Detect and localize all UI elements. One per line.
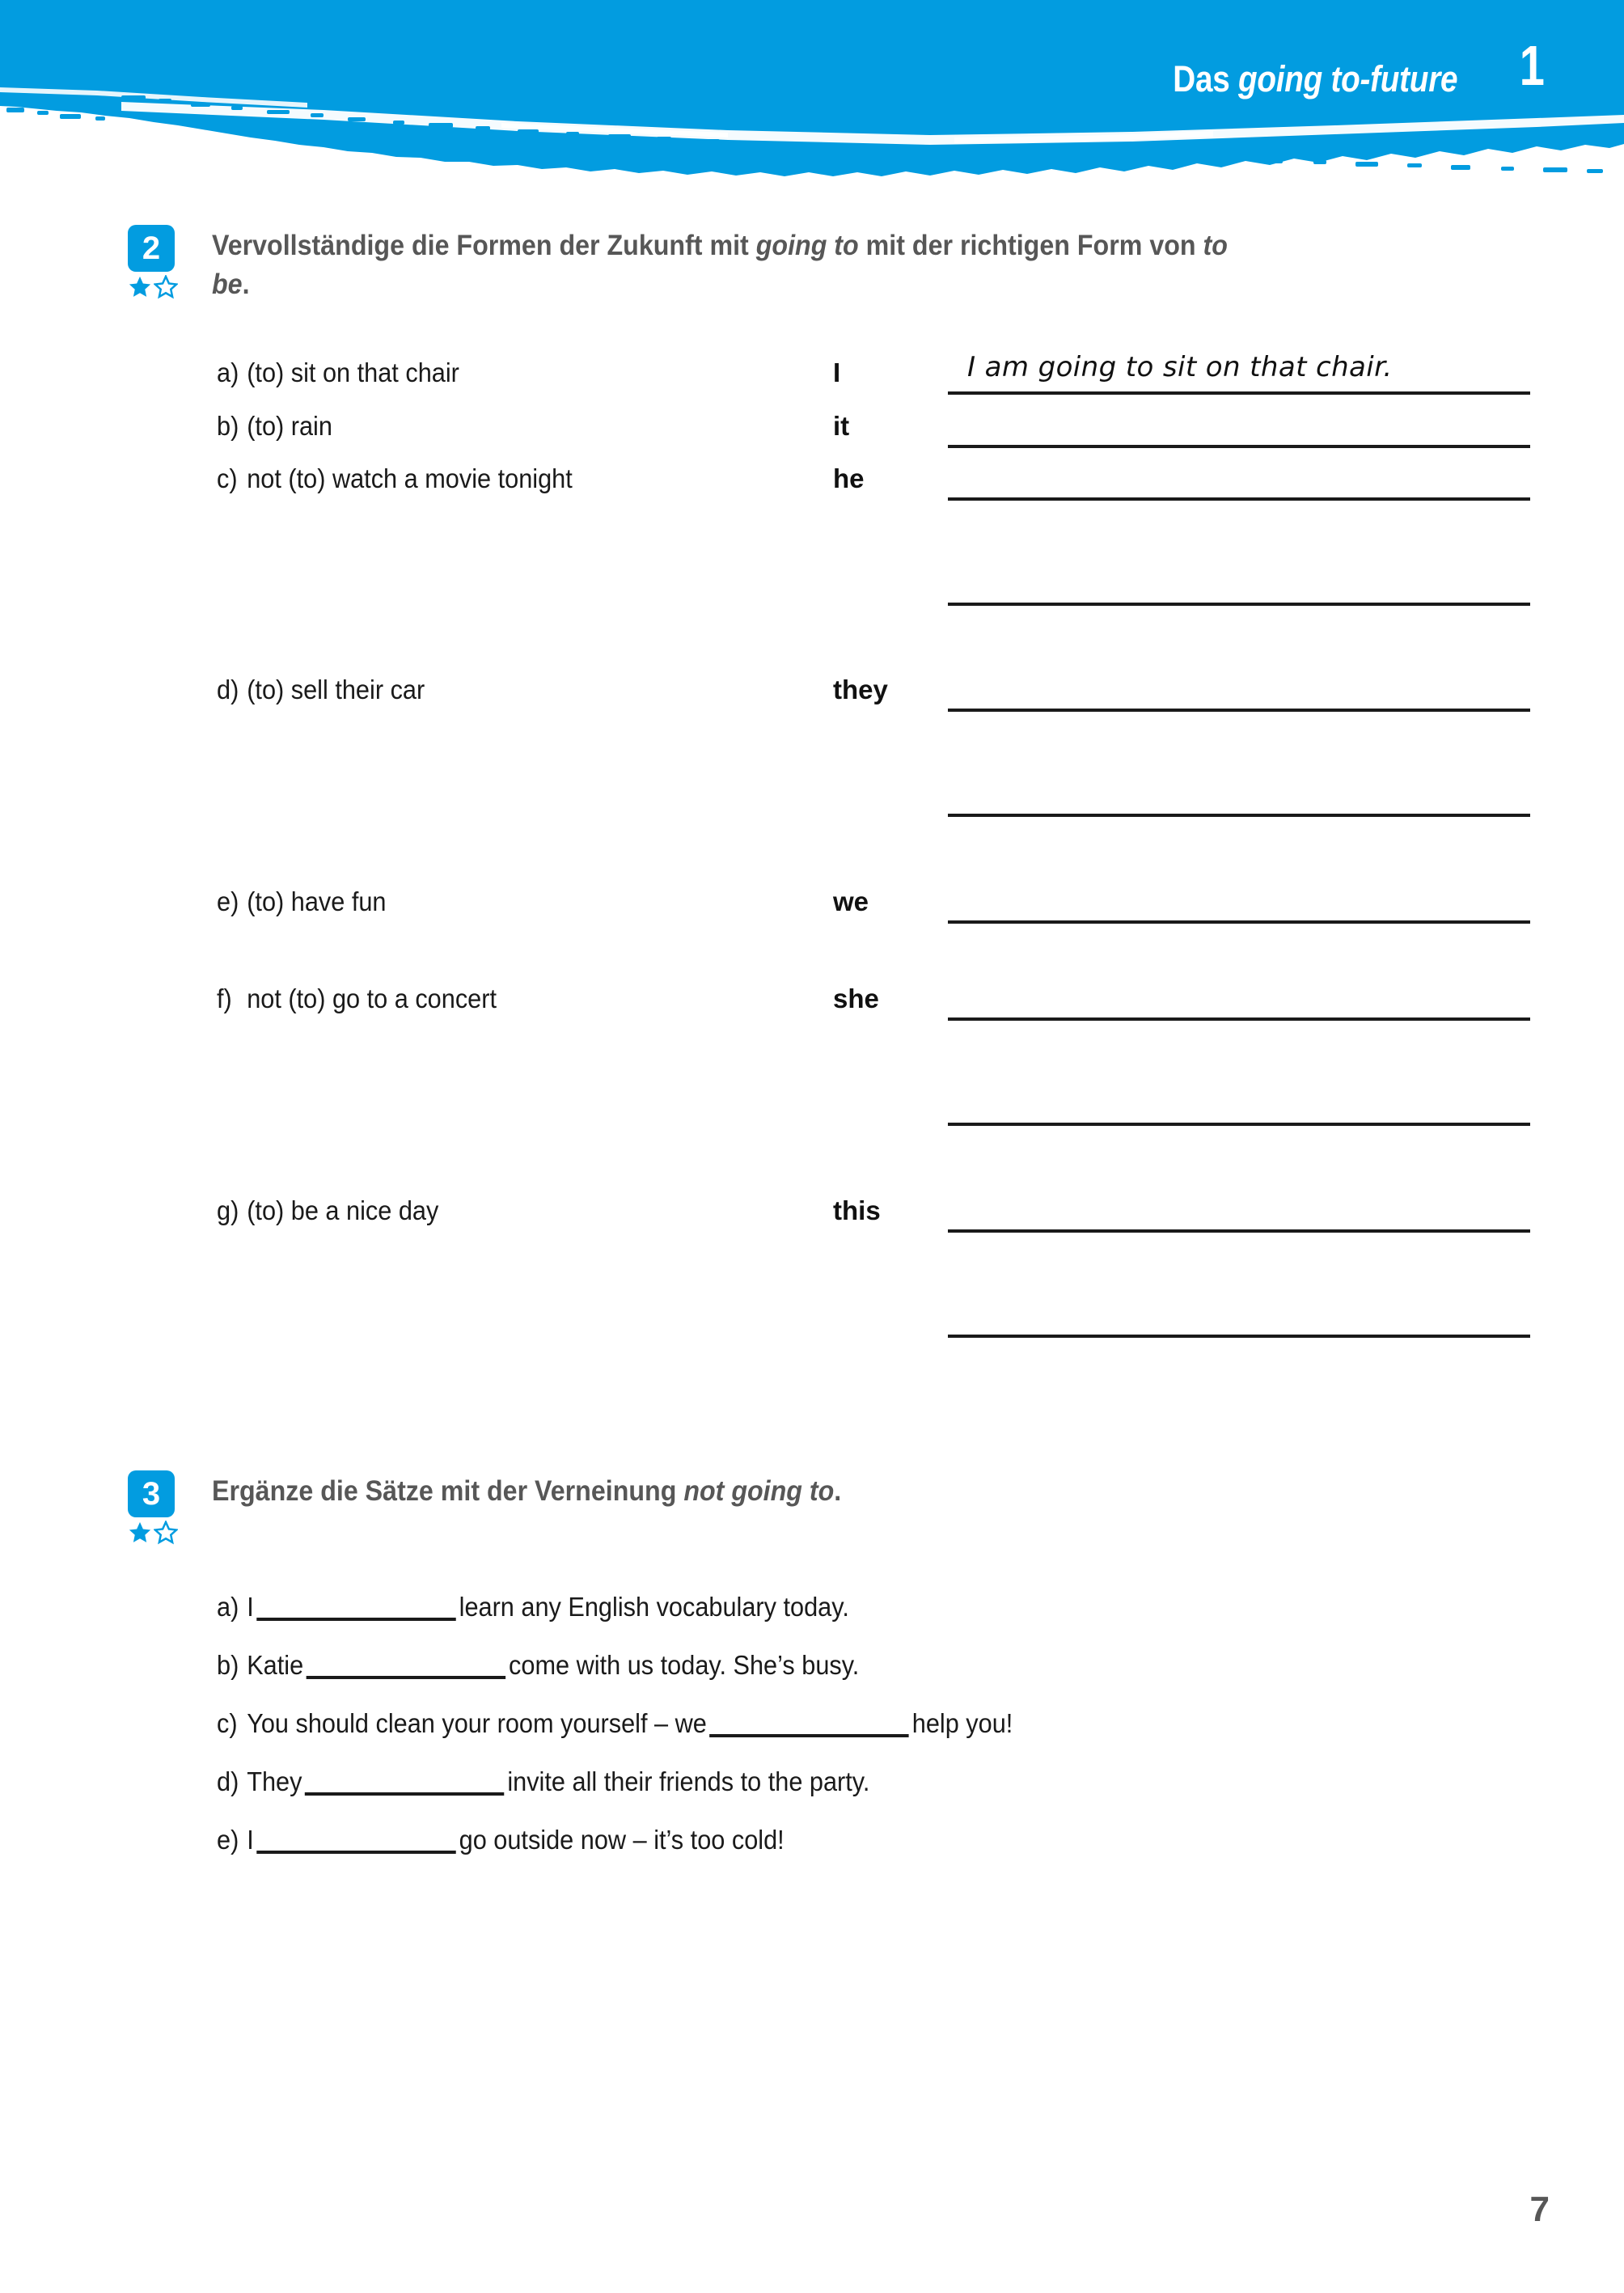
exercise-2-item-a-answer-line[interactable] — [948, 391, 1530, 395]
exercise-2-item-g-prompt — [217, 1195, 438, 1226]
exercise-3-instruction-part2: . — [834, 1475, 842, 1507]
item-letter: e) — [217, 886, 239, 916]
item-letter: g) — [217, 1195, 239, 1225]
item-letter: b) — [217, 411, 239, 441]
exercise-3-instruction-italic1: not going to — [683, 1475, 835, 1507]
exercise-2-number-badge: 2 — [128, 225, 175, 272]
exercise-3-item-b — [217, 1650, 859, 1681]
page-header — [0, 0, 1624, 202]
item-prompt-text: (to) sit on that chair — [247, 357, 459, 387]
exercise-3-item-e-blank[interactable] — [256, 1851, 455, 1854]
exercise-2-difficulty-stars — [128, 275, 196, 299]
exercise-2-item-a-pronoun: I — [833, 357, 841, 387]
item-letter: f) — [217, 984, 232, 1013]
star-filled-icon — [128, 1521, 152, 1545]
item-prompt-text: (to) be a nice day — [247, 1195, 439, 1225]
item-text-after: help you! — [911, 1708, 1013, 1738]
item-text-before: They — [247, 1766, 302, 1796]
exercise-3-item-d — [217, 1766, 869, 1797]
exercise-3-item-d-blank[interactable] — [305, 1792, 504, 1796]
exercise-2-item-d-prompt — [217, 675, 425, 705]
exercise-3-difficulty-stars — [128, 1521, 196, 1545]
exercise-2-item-c-answer-line-1[interactable] — [948, 497, 1530, 501]
exercise-2-item-f-prompt — [217, 984, 497, 1014]
item-prompt-text: (to) have fun — [247, 886, 387, 916]
exercise-2-item-e-prompt — [217, 886, 387, 917]
item-text-before: I — [247, 1825, 254, 1855]
exercise-2-item-c-answer-line-2[interactable] — [948, 603, 1530, 606]
item-letter: c) — [217, 1708, 238, 1738]
page-title-plain: Das — [1173, 58, 1238, 99]
exercise-2-item-e-pronoun: we — [833, 886, 869, 916]
exercise-2-item-g-pronoun: this — [833, 1195, 881, 1225]
exercise-2-item-a-answer: I am going to sit on that chair. — [967, 351, 1393, 383]
item-letter: c) — [217, 463, 238, 493]
exercise-2-item-g-answer-line-2[interactable] — [948, 1335, 1530, 1338]
page-number: 7 — [1529, 2189, 1550, 2229]
exercise-3-instruction-part1: Ergänze die Sätze mit der Verneinung — [212, 1475, 684, 1507]
exercise-3-number-badge: 3 — [128, 1470, 175, 1517]
exercise-3-item-a-blank[interactable] — [256, 1618, 455, 1621]
exercise-2-instruction-italic1: going to — [755, 230, 859, 261]
page-title — [1173, 58, 1457, 100]
exercise-2-item-e-answer-line-1[interactable] — [948, 920, 1530, 924]
exercise-2-item-b-pronoun: it — [833, 411, 850, 441]
exercise-2-item-b-prompt — [217, 411, 332, 442]
exercise-2-instruction — [212, 226, 1268, 305]
item-prompt-text: not (to) go to a concert — [247, 984, 497, 1013]
item-text-before: I — [247, 1592, 254, 1622]
exercise-3-item-a — [217, 1592, 849, 1622]
exercise-2-item-g-answer-line-1[interactable] — [948, 1229, 1530, 1233]
exercise-2-instruction-part3: . — [242, 269, 250, 301]
exercise-2-instruction-part2: mit der richtigen Form von — [858, 230, 1203, 261]
item-text-after: go outside now – it’s too cold! — [459, 1825, 785, 1855]
item-prompt-text: not (to) watch a movie tonight — [247, 463, 573, 493]
exercise-2-marker — [128, 225, 196, 299]
chapter-number: 1 — [1519, 34, 1545, 97]
exercise-2-item-f-answer-line-1[interactable] — [948, 1017, 1530, 1021]
item-letter: d) — [217, 675, 239, 704]
exercise-2-item-d-pronoun: they — [833, 675, 888, 704]
page-title-italic: going to-future — [1237, 58, 1457, 99]
exercise-2-instruction-part1: Vervollständige die Formen der Zukunft mit — [212, 230, 756, 261]
item-text-before: You should clean your room yourself – we — [247, 1708, 707, 1738]
exercise-3-item-c-blank[interactable] — [710, 1734, 909, 1737]
star-filled-icon — [128, 275, 152, 299]
exercise-3-item-e — [217, 1825, 785, 1855]
item-letter: d) — [217, 1766, 239, 1796]
item-letter: e) — [217, 1825, 239, 1855]
exercise-2-item-f-pronoun: she — [833, 984, 879, 1013]
item-text-after: learn any English vocabulary today. — [459, 1592, 849, 1622]
star-outline-icon — [154, 1521, 178, 1545]
exercise-2-item-c-prompt — [217, 463, 573, 494]
exercise-2-item-f-answer-line-2[interactable] — [948, 1123, 1530, 1126]
exercise-2-instruction-italic2: to be — [212, 230, 1228, 301]
exercise-2-item-a-prompt — [217, 357, 459, 388]
item-prompt-text: (to) rain — [247, 411, 332, 441]
item-letter: a) — [217, 357, 239, 387]
item-text-after: come with us today. She’s busy. — [509, 1650, 860, 1680]
exercise-2-item-d-answer-line-1[interactable] — [948, 709, 1530, 712]
item-letter: b) — [217, 1650, 239, 1680]
exercise-3-marker — [128, 1470, 196, 1545]
exercise-3-instruction — [212, 1472, 1268, 1511]
exercise-3-item-c — [217, 1708, 1013, 1739]
star-outline-icon — [154, 275, 178, 299]
exercise-2-item-d-answer-line-2[interactable] — [948, 814, 1530, 817]
header-brush-banner — [0, 0, 1624, 202]
exercise-3-item-b-blank[interactable] — [307, 1676, 505, 1679]
item-text-before: Katie — [247, 1650, 304, 1680]
item-letter: a) — [217, 1592, 239, 1622]
exercise-2-item-c-pronoun: he — [833, 463, 865, 493]
item-prompt-text: (to) sell their car — [247, 675, 425, 704]
item-text-after: invite all their friends to the party. — [507, 1766, 870, 1796]
exercise-2-item-b-answer-line-1[interactable] — [948, 445, 1530, 448]
